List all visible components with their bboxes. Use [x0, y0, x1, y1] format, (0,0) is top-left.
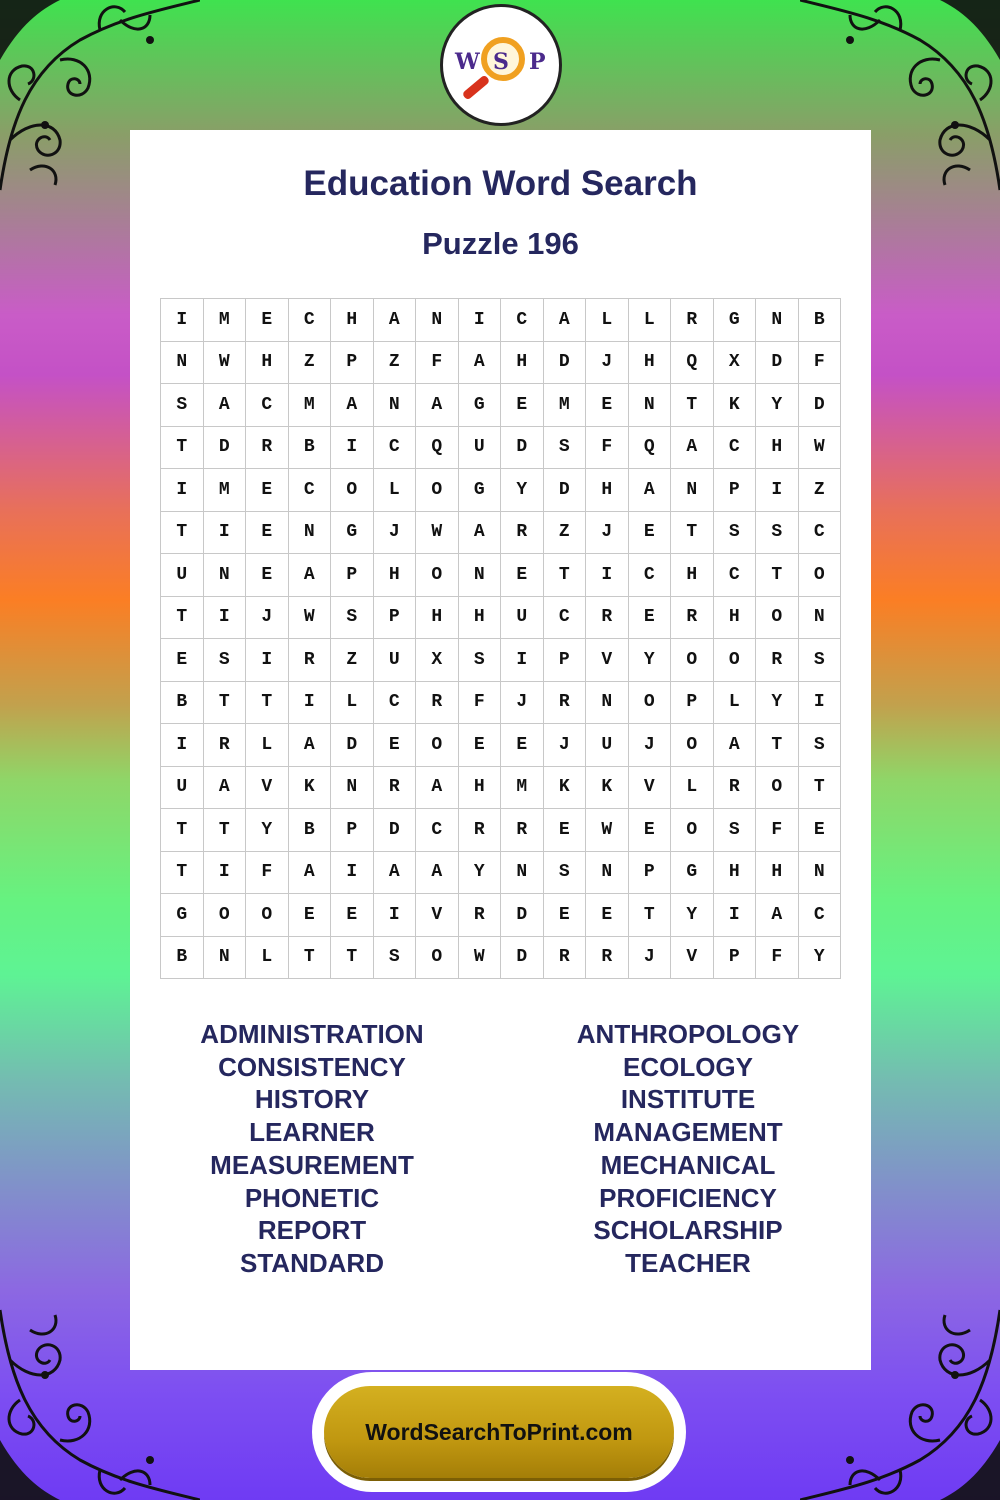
puzzle-title: Education Word Search [303, 164, 698, 203]
grid-cell[interactable]: I [586, 554, 629, 597]
grid-cell[interactable]: H [629, 342, 672, 385]
grid-cell[interactable]: I [204, 597, 247, 640]
grid-cell[interactable]: S [161, 384, 204, 427]
grid-cell[interactable]: A [416, 852, 459, 895]
grid-cell[interactable]: S [544, 852, 587, 895]
grid-cell[interactable]: B [799, 299, 842, 342]
grid-cell[interactable]: X [714, 342, 757, 385]
grid-cell[interactable]: K [586, 767, 629, 810]
grid-cell[interactable]: M [501, 767, 544, 810]
grid-cell[interactable]: N [629, 384, 672, 427]
grid-cell[interactable]: R [459, 894, 502, 937]
grid-cell[interactable]: O [756, 597, 799, 640]
grid-cell[interactable]: R [671, 299, 714, 342]
grid-cell[interactable]: E [629, 809, 672, 852]
grid-cell[interactable]: D [756, 342, 799, 385]
grid-cell[interactable]: D [204, 427, 247, 470]
grid-cell[interactable]: A [459, 342, 502, 385]
grid-cell[interactable]: U [161, 554, 204, 597]
grid-cell[interactable]: T [289, 937, 332, 980]
grid-cell[interactable]: D [799, 384, 842, 427]
grid-cell[interactable]: R [586, 937, 629, 980]
grid-cell[interactable]: I [331, 852, 374, 895]
grid-cell[interactable]: I [756, 469, 799, 512]
grid-cell[interactable]: U [161, 767, 204, 810]
grid-cell[interactable]: G [161, 894, 204, 937]
grid-cell[interactable]: H [416, 597, 459, 640]
grid-cell[interactable]: Q [671, 342, 714, 385]
letter-grid [160, 298, 841, 979]
grid-cell[interactable]: L [331, 682, 374, 725]
grid-cell[interactable]: E [501, 554, 544, 597]
grid-cell[interactable]: A [416, 767, 459, 810]
grid-cell[interactable]: L [586, 299, 629, 342]
grid-cell[interactable]: C [374, 682, 417, 725]
grid-cell[interactable]: P [714, 937, 757, 980]
grid-cell[interactable]: E [246, 469, 289, 512]
grid-cell[interactable]: V [671, 937, 714, 980]
grid-cell[interactable]: T [799, 767, 842, 810]
grid-cell[interactable]: U [374, 639, 417, 682]
logo-letter-p: P [529, 49, 546, 75]
grid-cell[interactable]: S [714, 512, 757, 555]
word-list-left [162, 1018, 462, 1280]
grid-cell[interactable]: L [374, 469, 417, 512]
word-list-item: STANDARD [240, 1247, 384, 1278]
grid-cell[interactable]: Q [629, 427, 672, 470]
grid-cell[interactable]: L [629, 299, 672, 342]
grid-cell[interactable]: D [544, 469, 587, 512]
grid-cell[interactable]: T [161, 852, 204, 895]
grid-cell[interactable]: H [374, 554, 417, 597]
word-list-item: REPORT [257, 1215, 367, 1246]
grid-cell[interactable]: V [416, 894, 459, 937]
grid-cell[interactable]: E [374, 724, 417, 767]
grid-cell[interactable]: M [289, 384, 332, 427]
grid-cell[interactable]: U [586, 724, 629, 767]
grid-cell[interactable]: H [756, 427, 799, 470]
grid-cell[interactable]: A [374, 299, 417, 342]
grid-cell[interactable]: O [671, 809, 714, 852]
grid-cell[interactable]: Z [799, 469, 842, 512]
grid-cell[interactable]: J [586, 342, 629, 385]
grid-cell[interactable]: P [331, 342, 374, 385]
wsp-logo [440, 4, 562, 126]
logo-letter-w: W [455, 49, 480, 75]
word-list-item: ADMINISTRATION [200, 1019, 424, 1049]
grid-cell[interactable]: W [799, 427, 842, 470]
grid-cell[interactable]: T [629, 894, 672, 937]
grid-cell[interactable]: R [714, 767, 757, 810]
grid-cell[interactable]: I [459, 299, 502, 342]
grid-cell[interactable]: T [331, 937, 374, 980]
grid-cell[interactable]: T [161, 809, 204, 852]
grid-cell[interactable]: D [374, 809, 417, 852]
grid-cell[interactable]: S [756, 512, 799, 555]
grid-cell[interactable]: P [629, 852, 672, 895]
grid-cell[interactable]: Z [331, 639, 374, 682]
grid-cell[interactable]: D [501, 427, 544, 470]
grid-cell[interactable]: E [459, 724, 502, 767]
grid-cell[interactable]: O [246, 894, 289, 937]
grid-cell[interactable]: Y [671, 894, 714, 937]
grid-cell[interactable]: R [756, 639, 799, 682]
grid-cell[interactable]: V [586, 639, 629, 682]
grid-cell[interactable]: M [204, 299, 247, 342]
grid-cell[interactable]: W [204, 342, 247, 385]
grid-cell[interactable]: N [799, 852, 842, 895]
grid-cell[interactable]: F [416, 342, 459, 385]
grid-cell[interactable]: P [331, 809, 374, 852]
grid-cell[interactable]: S [799, 724, 842, 767]
grid-cell[interactable]: Z [289, 342, 332, 385]
grid-cell[interactable]: X [416, 639, 459, 682]
grid-cell[interactable]: T [671, 512, 714, 555]
grid-cell[interactable]: T [756, 724, 799, 767]
grid-cell[interactable]: N [586, 682, 629, 725]
grid-cell[interactable]: T [544, 554, 587, 597]
grid-cell[interactable]: D [331, 724, 374, 767]
grid-cell[interactable]: I [204, 852, 247, 895]
word-list-right [538, 1018, 838, 1280]
grid-cell[interactable]: U [501, 597, 544, 640]
grid-cell[interactable]: C [501, 299, 544, 342]
grid-cell[interactable]: E [246, 299, 289, 342]
grid-cell[interactable]: E [501, 384, 544, 427]
grid-cell[interactable]: V [246, 767, 289, 810]
grid-cell[interactable]: S [459, 639, 502, 682]
grid-cell[interactable]: J [629, 724, 672, 767]
grid-cell[interactable]: N [374, 384, 417, 427]
grid-cell[interactable]: A [629, 469, 672, 512]
grid-cell[interactable]: N [586, 852, 629, 895]
grid-cell[interactable]: R [501, 512, 544, 555]
grid-cell[interactable]: B [161, 937, 204, 980]
grid-cell[interactable]: T [204, 682, 247, 725]
grid-cell[interactable]: H [501, 342, 544, 385]
grid-cell[interactable]: E [586, 384, 629, 427]
grid-cell[interactable]: C [799, 894, 842, 937]
grid-cell[interactable]: R [501, 809, 544, 852]
grid-cell[interactable]: A [714, 724, 757, 767]
grid-cell[interactable]: E [501, 724, 544, 767]
puzzle-number: Puzzle 196 [422, 226, 579, 261]
grid-cell[interactable]: H [331, 299, 374, 342]
grid-cell[interactable]: C [544, 597, 587, 640]
puzzle-card [130, 130, 871, 1370]
grid-cell[interactable]: F [756, 809, 799, 852]
word-list-item: PHONETIC [244, 1182, 380, 1213]
grid-cell[interactable]: I [501, 639, 544, 682]
grid-cell[interactable]: O [671, 724, 714, 767]
grid-cell[interactable]: R [544, 937, 587, 980]
grid-cell[interactable]: W [459, 937, 502, 980]
grid-cell[interactable]: U [459, 427, 502, 470]
grid-cell[interactable]: Y [629, 639, 672, 682]
grid-cell[interactable]: M [544, 384, 587, 427]
grid-cell[interactable]: I [161, 299, 204, 342]
grid-cell[interactable]: A [289, 554, 332, 597]
grid-cell[interactable]: J [629, 937, 672, 980]
grid-cell[interactable]: B [161, 682, 204, 725]
grid-cell[interactable]: C [374, 427, 417, 470]
grid-cell[interactable]: O [416, 937, 459, 980]
grid-cell[interactable]: F [586, 427, 629, 470]
grid-cell[interactable]: I [289, 682, 332, 725]
grid-cell[interactable]: A [756, 894, 799, 937]
grid-cell[interactable]: N [799, 597, 842, 640]
grid-cell[interactable]: N [501, 852, 544, 895]
grid-cell[interactable]: R [459, 809, 502, 852]
grid-cell[interactable]: E [331, 894, 374, 937]
grid-cell[interactable]: I [161, 724, 204, 767]
grid-cell[interactable]: Q [416, 427, 459, 470]
grid-cell[interactable]: E [586, 894, 629, 937]
grid-cell[interactable]: L [246, 937, 289, 980]
grid-cell[interactable]: K [714, 384, 757, 427]
grid-cell[interactable]: O [204, 894, 247, 937]
grid-cell[interactable]: O [714, 639, 757, 682]
grid-cell[interactable]: O [629, 682, 672, 725]
word-list-item: CONSISTENCY [218, 1051, 406, 1082]
grid-cell[interactable]: G [331, 512, 374, 555]
grid-cell[interactable]: Y [459, 852, 502, 895]
word-list-item: PROFICIENCY [599, 1182, 777, 1213]
word-list-item: HISTORY [254, 1084, 370, 1115]
grid-cell[interactable]: Z [374, 342, 417, 385]
grid-cell[interactable]: S [544, 427, 587, 470]
grid-cell[interactable]: E [289, 894, 332, 937]
grid-cell[interactable]: Y [756, 384, 799, 427]
grid-cell[interactable]: C [416, 809, 459, 852]
grid-cell[interactable]: I [374, 894, 417, 937]
grid-cell[interactable]: H [756, 852, 799, 895]
grid-cell[interactable]: Z [544, 512, 587, 555]
grid-cell[interactable]: O [416, 724, 459, 767]
grid-cell[interactable]: F [246, 852, 289, 895]
grid-cell[interactable]: B [289, 809, 332, 852]
grid-cell[interactable]: E [629, 597, 672, 640]
grid-cell[interactable]: W [289, 597, 332, 640]
grid-cell[interactable]: T [246, 682, 289, 725]
grid-cell[interactable]: I [161, 469, 204, 512]
grid-cell[interactable]: F [756, 937, 799, 980]
grid-cell[interactable]: N [416, 299, 459, 342]
grid-cell[interactable]: C [714, 427, 757, 470]
grid-cell[interactable]: O [331, 469, 374, 512]
grid-cell[interactable]: R [671, 597, 714, 640]
grid-cell[interactable]: L [714, 682, 757, 725]
grid-cell[interactable]: A [289, 724, 332, 767]
grid-cell[interactable]: I [714, 894, 757, 937]
word-list-item: TEACHER [625, 1247, 751, 1278]
website-link-button[interactable]: WordSearchToPrint.com [324, 1386, 674, 1478]
grid-cell[interactable]: Y [799, 937, 842, 980]
grid-cell[interactable]: W [416, 512, 459, 555]
logo-letter-s: S [493, 49, 509, 75]
grid-cell[interactable]: P [714, 469, 757, 512]
grid-cell[interactable]: R [544, 682, 587, 725]
grid-cell[interactable]: A [289, 852, 332, 895]
grid-cell[interactable]: N [671, 469, 714, 512]
word-list-item: LEARNER [249, 1117, 375, 1148]
grid-cell[interactable]: S [714, 809, 757, 852]
word-list-item: ECOLOGY [622, 1051, 753, 1082]
grid-cell[interactable]: N [459, 554, 502, 597]
word-list-item: MANAGEMENT [593, 1117, 783, 1148]
grid-cell[interactable]: T [756, 554, 799, 597]
grid-cell[interactable]: O [756, 767, 799, 810]
grid-cell[interactable]: B [289, 427, 332, 470]
grid-cell[interactable]: H [714, 852, 757, 895]
grid-cell[interactable]: V [629, 767, 672, 810]
grid-cell[interactable]: M [204, 469, 247, 512]
grid-cell[interactable]: C [289, 299, 332, 342]
grid-cell[interactable]: H [246, 342, 289, 385]
grid-cell[interactable]: H [714, 597, 757, 640]
grid-cell[interactable]: T [161, 512, 204, 555]
grid-cell[interactable]: P [544, 639, 587, 682]
grid-cell[interactable]: P [671, 682, 714, 725]
grid-cell[interactable]: D [544, 342, 587, 385]
grid-cell[interactable]: E [629, 512, 672, 555]
grid-cell[interactable]: F [799, 342, 842, 385]
grid-cell[interactable]: Y [246, 809, 289, 852]
grid-cell[interactable]: H [459, 597, 502, 640]
grid-cell[interactable]: A [204, 384, 247, 427]
grid-cell[interactable]: R [374, 767, 417, 810]
grid-cell[interactable]: C [246, 384, 289, 427]
grid-cell[interactable]: J [501, 682, 544, 725]
grid-cell[interactable]: L [671, 767, 714, 810]
word-list-item: MEASUREMENT [210, 1149, 414, 1180]
word-list-item: ANTHROPOLOGY [576, 1019, 800, 1049]
magnifier-handle [462, 74, 491, 100]
grid-cell[interactable]: A [204, 767, 247, 810]
grid-cell[interactable]: R [416, 682, 459, 725]
grid-cell[interactable]: T [161, 597, 204, 640]
grid-cell[interactable]: C [714, 554, 757, 597]
grid-cell[interactable]: K [289, 767, 332, 810]
grid-cell[interactable]: I [246, 639, 289, 682]
grid-cell[interactable]: I [799, 682, 842, 725]
grid-cell[interactable]: J [544, 724, 587, 767]
grid-cell[interactable]: W [586, 809, 629, 852]
grid-cell[interactable]: G [714, 299, 757, 342]
grid-cell[interactable]: O [799, 554, 842, 597]
grid-cell[interactable]: A [416, 384, 459, 427]
grid-cell[interactable]: H [671, 554, 714, 597]
grid-cell[interactable]: L [246, 724, 289, 767]
grid-cell[interactable]: P [374, 597, 417, 640]
grid-cell[interactable]: R [586, 597, 629, 640]
grid-cell[interactable]: A [671, 427, 714, 470]
grid-cell[interactable]: T [204, 809, 247, 852]
word-list-item: SCHOLARSHIP [593, 1215, 783, 1246]
grid-cell[interactable]: Y [756, 682, 799, 725]
grid-cell[interactable]: S [331, 597, 374, 640]
grid-cell[interactable]: T [161, 427, 204, 470]
grid-cell[interactable]: E [161, 639, 204, 682]
grid-cell[interactable]: O [416, 469, 459, 512]
grid-cell[interactable]: D [501, 937, 544, 980]
grid-cell[interactable]: S [374, 937, 417, 980]
grid-cell[interactable]: E [544, 894, 587, 937]
grid-cell[interactable]: N [331, 767, 374, 810]
grid-cell[interactable]: I [204, 512, 247, 555]
grid-cell[interactable]: E [246, 554, 289, 597]
grid-cell[interactable]: E [246, 512, 289, 555]
grid-cell[interactable]: Y [501, 469, 544, 512]
grid-cell[interactable]: J [246, 597, 289, 640]
grid-cell[interactable]: N [204, 554, 247, 597]
grid-cell[interactable]: S [799, 639, 842, 682]
grid-cell[interactable]: S [204, 639, 247, 682]
grid-cell[interactable]: H [586, 469, 629, 512]
grid-cell[interactable]: P [331, 554, 374, 597]
grid-cell[interactable]: R [204, 724, 247, 767]
grid-cell[interactable]: A [544, 299, 587, 342]
grid-cell[interactable]: N [756, 299, 799, 342]
grid-cell[interactable]: C [629, 554, 672, 597]
grid-cell[interactable]: G [459, 384, 502, 427]
grid-cell[interactable]: C [799, 512, 842, 555]
word-list-item: INSTITUTE [620, 1084, 756, 1115]
grid-cell[interactable]: I [331, 427, 374, 470]
grid-cell[interactable]: K [544, 767, 587, 810]
grid-cell[interactable]: C [289, 469, 332, 512]
grid-cell[interactable]: N [161, 342, 204, 385]
grid-cell[interactable]: O [416, 554, 459, 597]
grid-cell[interactable]: E [544, 809, 587, 852]
grid-cell[interactable]: G [671, 852, 714, 895]
grid-cell[interactable]: A [331, 384, 374, 427]
grid-cell[interactable]: J [586, 512, 629, 555]
grid-cell[interactable]: F [459, 682, 502, 725]
word-list-item: MECHANICAL [600, 1149, 776, 1180]
grid-cell[interactable]: H [459, 767, 502, 810]
grid-cell[interactable]: A [374, 852, 417, 895]
grid-cell[interactable]: O [671, 639, 714, 682]
grid-cell[interactable]: T [671, 384, 714, 427]
grid-cell[interactable]: G [459, 469, 502, 512]
grid-cell[interactable]: R [246, 427, 289, 470]
grid-cell[interactable]: R [289, 639, 332, 682]
grid-cell[interactable]: D [501, 894, 544, 937]
grid-cell[interactable]: A [459, 512, 502, 555]
grid-cell[interactable]: J [374, 512, 417, 555]
grid-cell[interactable]: N [289, 512, 332, 555]
grid-cell[interactable]: E [799, 809, 842, 852]
grid-cell[interactable]: N [204, 937, 247, 980]
